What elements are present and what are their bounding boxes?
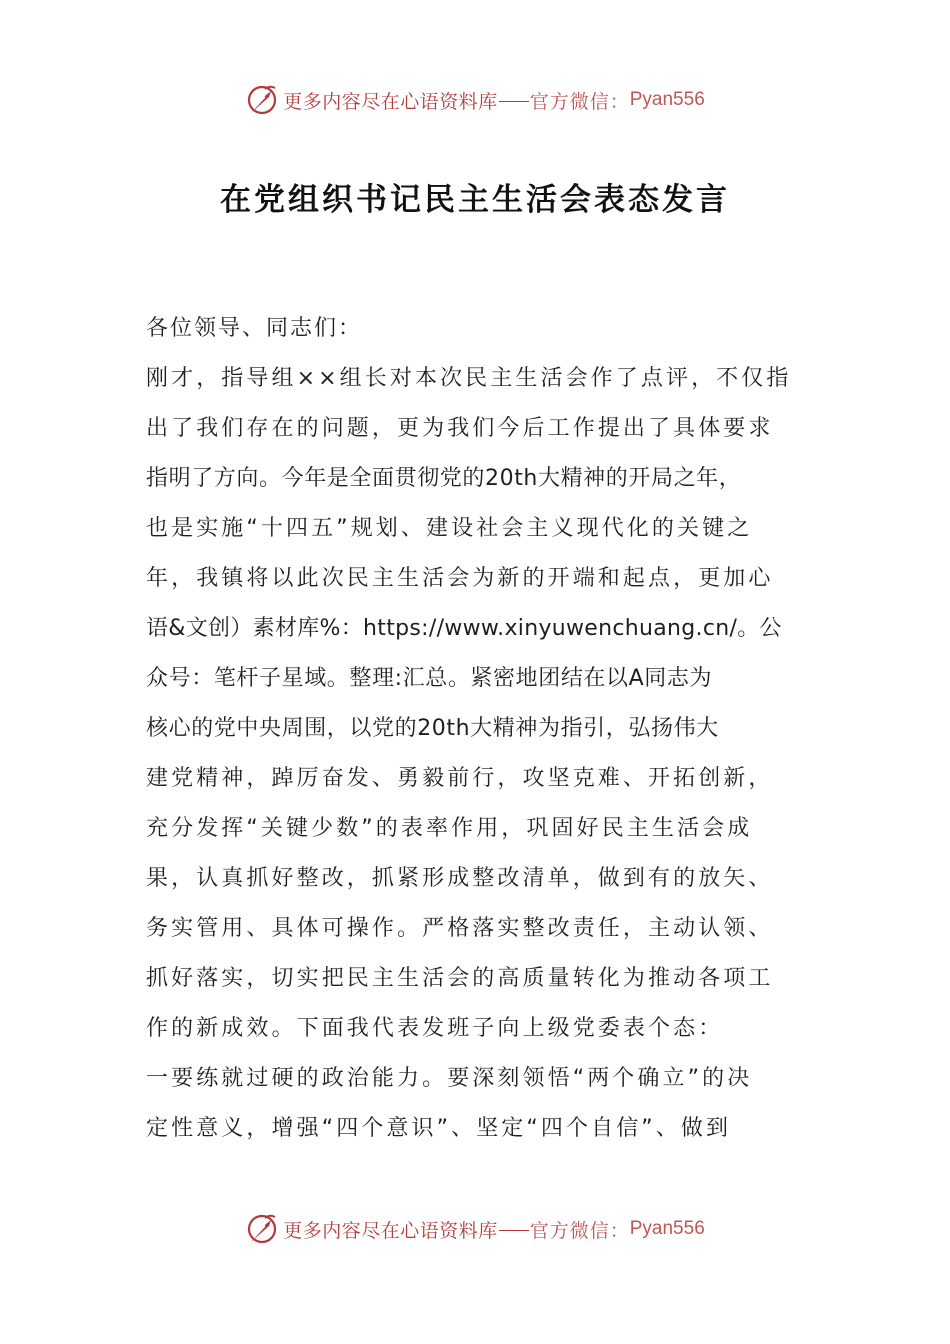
document-title: 在党组织书记民主生活会表态发言: [220, 182, 730, 218]
banner-main-text: 更多内容尽在心语资料库: [283, 90, 498, 113]
body-line: 定性意义，增强“四个意识”、坚定“四个自信”、做到: [146, 1116, 732, 1141]
body-line: 各位领导、同志们：: [146, 316, 363, 341]
body-line: 作的新成效。下面我代表发班子向上级党委表个态：: [146, 1016, 724, 1041]
pen-nib-icon: [245, 83, 279, 117]
body-line: 出了我们存在的问题，更为我们今后工作提出了具体要求: [146, 416, 774, 441]
body-line: 指明了方向。今年是全面贯彻党的20th大精神的开局之年，: [146, 466, 742, 491]
body-line: 众号：笔杆子星域。整理:汇总。紧密地团结在以A同志为: [146, 666, 713, 691]
pen-nib-icon: [245, 1212, 279, 1246]
document-body: [146, 304, 816, 1154]
body-line: 果，认真抓好整改，抓紧形成整改清单，做到有的放矢、: [146, 866, 774, 891]
banner-wechat-id: Pyan556: [629, 89, 705, 110]
banner-wechat-id: Pyan556: [629, 1218, 705, 1239]
body-line: 建党精神，踔厉奋发、勇毅前行，攻坚克难、开拓创新，: [146, 766, 774, 791]
body-line: 充分发挥“关键少数”的表率作用，巩固好民主生活会成: [146, 816, 753, 841]
banner-dash: [499, 1230, 529, 1231]
body-line: 抓好落实，切实把民主生活会的高质量转化为推动各项工: [146, 966, 774, 991]
body-line: 也是实施“十四五”规划、建设社会主义现代化的关键之: [146, 516, 753, 541]
body-line: 核心的党中央周围，以党的20th大精神为指引，弘扬伟大: [146, 716, 719, 741]
body-line: 语&文创）素材库%：https://www.xinyuwenchuang.cn/。公: [146, 616, 782, 641]
header-banner: [0, 78, 950, 122]
banner-wechat-label: 官方微信：: [529, 90, 630, 113]
body-line: 一要练就过硬的政治能力。要深刻领悟“两个确立”的决: [146, 1066, 753, 1091]
body-line: 年，我镇将以此次民主生活会为新的开端和起点，更加心: [146, 566, 774, 591]
banner-dash: [499, 101, 529, 102]
banner-wechat-label: 官方微信：: [529, 1219, 630, 1242]
body-line: 刚才，指导组××组长对本次民主生活会作了点评，不仅指: [146, 366, 792, 391]
footer-banner: [0, 1207, 950, 1251]
banner-main-text: 更多内容尽在心语资料库: [283, 1219, 498, 1242]
body-line: 务实管用、具体可操作。严格落实整改责任，主动认领、: [146, 916, 774, 941]
